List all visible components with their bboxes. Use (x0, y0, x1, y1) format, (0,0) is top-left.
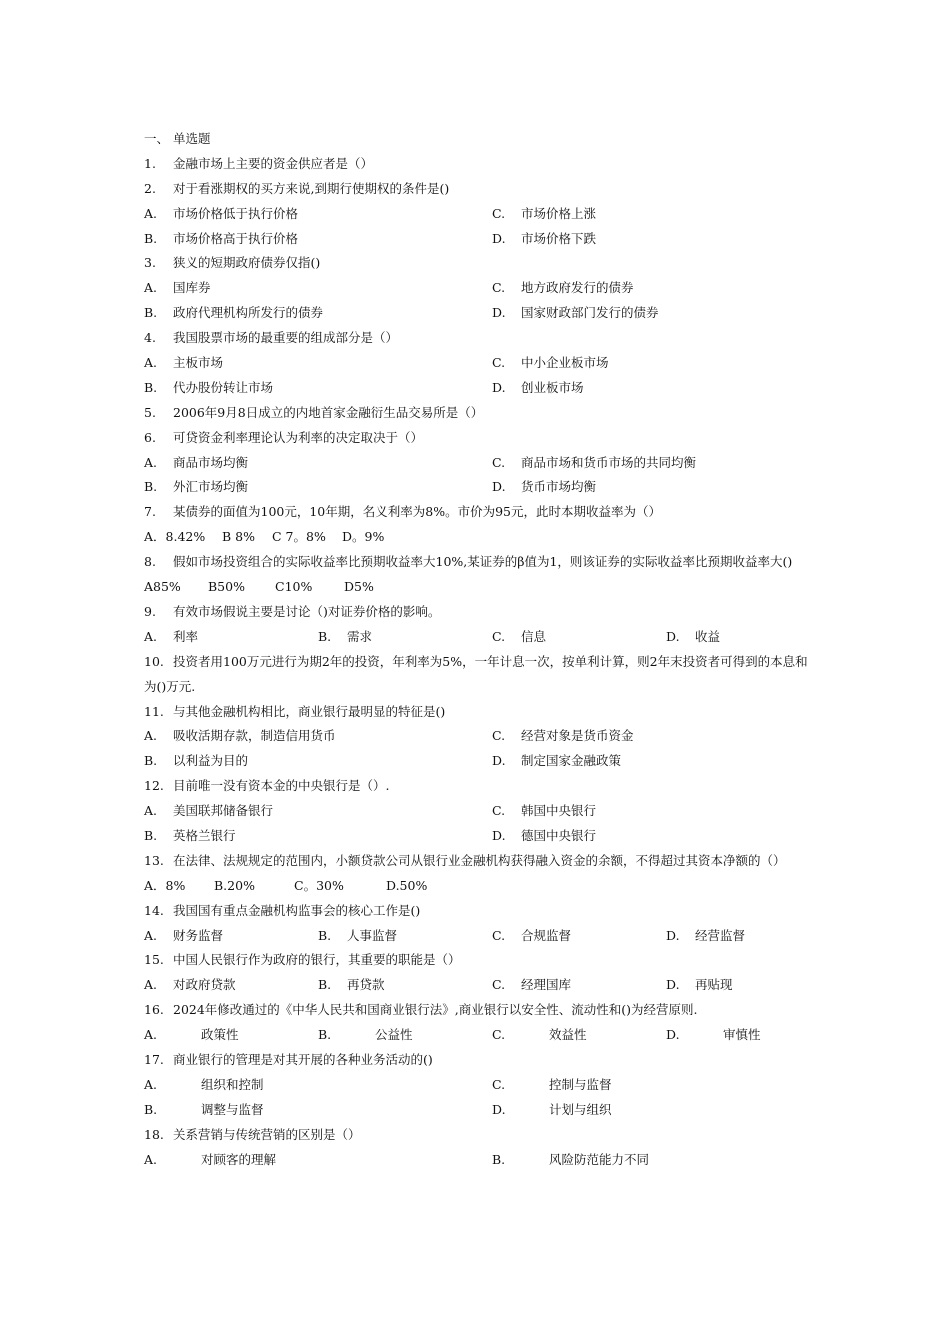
question-text: 在法律、法规规定的范围内，小额贷款公司从银行业金融机构获得融入资金的余额，不得超过其资本净额的（） (173, 852, 786, 868)
option-text: 以利益为目的 (173, 753, 249, 769)
option-letter: D. (666, 977, 680, 993)
option-text: 中小企业板市场 (521, 355, 609, 371)
option-c (492, 202, 596, 227)
section-number: 一、 (144, 131, 170, 146)
option-d: D5% (344, 579, 374, 595)
options-row (144, 276, 809, 301)
option-text: 再贴现 (695, 977, 733, 993)
option-text: 市场价格上涨 (521, 205, 597, 221)
section-title: 单选题 (173, 131, 211, 146)
option-d (666, 973, 733, 998)
option-letter: D. (492, 827, 506, 843)
question-17 (144, 1048, 809, 1073)
option-c (492, 1023, 587, 1048)
option-b (144, 749, 248, 774)
option-a (144, 724, 336, 749)
question-number: 10. (144, 653, 164, 669)
option-b: B.20% (214, 877, 255, 893)
question-text: 金融市场上主要的资金供应者是（） (173, 155, 374, 171)
option-d: D.50% (386, 877, 428, 893)
question-text: 2006年9月8日成立的内地首家金融衍生品交易所是（） (173, 404, 484, 420)
option-text: 德国中央银行 (521, 827, 597, 843)
options-row (144, 749, 809, 774)
option-letter: C. (492, 728, 506, 744)
option-letter: B. (144, 305, 158, 321)
question-8 (144, 550, 809, 575)
option-c: C。30% (294, 877, 344, 893)
option-text: 政策性 (201, 1027, 239, 1043)
option-text: 计划与组织 (549, 1101, 612, 1117)
option-text: 市场价格低于执行价格 (173, 205, 299, 221)
question-number: 7. (144, 504, 156, 520)
option-d (492, 376, 584, 401)
option-text: 地方政府发行的债券 (521, 280, 634, 296)
question-text: 与其他金融机构相比，商业银行最明显的特征是() (173, 703, 446, 719)
option-text: 商品市场均衡 (173, 454, 249, 470)
option-letter: C. (492, 628, 506, 644)
option-letter: A. (144, 205, 158, 221)
question-14 (144, 899, 809, 924)
option-text: 货币市场均衡 (521, 479, 597, 495)
option-b (318, 973, 385, 998)
option-b (318, 1023, 413, 1048)
question-13 (144, 849, 809, 874)
option-text: 对顾客的理解 (201, 1151, 277, 1167)
question-number: 17. (144, 1052, 164, 1068)
option-letter: A. (144, 1076, 158, 1092)
option-a (144, 276, 211, 301)
option-d (666, 625, 720, 650)
question-text: 某债券的面值为100元，10年期，名义利率为8%。市价为95元，此时本期收益率为（） (173, 504, 662, 520)
question-text: 假如市场投资组合的实际收益率比预期收益率大10%,某证券的β值为1，则该证券的实际收益率比预期收益率大() (173, 554, 793, 570)
option-c (492, 276, 634, 301)
option-b: B 8% (222, 529, 255, 545)
option-b (492, 1148, 649, 1173)
option-text: 经营对象是货币资金 (521, 728, 634, 744)
option-letter: B. (144, 1101, 158, 1117)
inline-options-row (144, 525, 809, 550)
options-row (144, 824, 809, 849)
option-text: 调整与监督 (201, 1101, 264, 1117)
option-text: 国库券 (173, 280, 211, 296)
option-a (144, 1073, 264, 1098)
option-letter: A. (144, 1151, 158, 1167)
option-d (492, 824, 596, 849)
question-16 (144, 998, 809, 1023)
options-row (144, 973, 809, 998)
option-a (144, 1023, 239, 1048)
option-b (144, 376, 273, 401)
option-letter: B. (492, 1151, 506, 1167)
option-letter: C. (492, 927, 506, 943)
option-text: 吸收活期存款，制造信用货币 (173, 728, 336, 744)
option-text: 韩国中央银行 (521, 803, 597, 819)
option-text: 收益 (695, 628, 721, 644)
option-text: 主板市场 (173, 355, 224, 371)
option-a (144, 625, 198, 650)
question-number: 2. (144, 180, 156, 196)
option-letter: D. (666, 628, 680, 644)
option-letter: B. (144, 753, 158, 769)
question-text: 投资者用100万元进行为期2年的投资，年利率为5%，一年计息一次，按单利计算，则2年末投资者可得到的本息和为()万元. (144, 653, 808, 694)
question-text: 我国国有重点金融机构监事会的核心工作是() (173, 902, 421, 918)
option-d (492, 749, 621, 774)
option-b (318, 924, 397, 949)
options-row (144, 376, 809, 401)
option-a (144, 451, 248, 476)
option-letter: C. (492, 1076, 506, 1092)
option-letter: A. (144, 927, 158, 943)
option-letter: B. (318, 628, 332, 644)
option-d (492, 475, 596, 500)
option-a (144, 202, 298, 227)
option-text: 信息 (521, 628, 547, 644)
option-text: 外汇市场均衡 (173, 479, 249, 495)
option-a: A85% (144, 579, 181, 595)
option-text: 对政府贷款 (173, 977, 236, 993)
option-text: 控制与监督 (549, 1076, 612, 1092)
option-b (144, 475, 248, 500)
question-text: 对于看涨期权的买方来说,到期行使期权的条件是() (173, 180, 450, 196)
options-row (144, 924, 809, 949)
option-c (492, 451, 696, 476)
question-number: 1. (144, 155, 156, 171)
option-letter: C. (492, 1027, 506, 1043)
question-text: 中国人民银行作为政府的银行，其重要的职能是（） (173, 952, 461, 968)
exam-content (144, 127, 809, 1172)
option-letter: A. (144, 454, 158, 470)
options-row (144, 301, 809, 326)
option-text: 创业板市场 (521, 379, 584, 395)
question-number: 16. (144, 1002, 164, 1018)
option-b (144, 824, 236, 849)
option-c (492, 799, 596, 824)
option-b (144, 1098, 264, 1123)
option-text: 审慎性 (723, 1027, 761, 1043)
option-letter: B. (144, 827, 158, 843)
question-number: 18. (144, 1126, 164, 1142)
question-12 (144, 774, 809, 799)
option-c (492, 625, 546, 650)
inline-options-row (144, 874, 809, 899)
option-b (144, 301, 323, 326)
question-5 (144, 401, 809, 426)
question-text: 目前唯一没有资本金的中央银行是（）. (173, 778, 390, 794)
option-text: 国家财政部门发行的债券 (521, 305, 659, 321)
question-3 (144, 251, 809, 276)
question-number: 9. (144, 603, 156, 619)
option-letter: D. (666, 927, 680, 943)
question-number: 3. (144, 255, 156, 271)
option-text: 组织和控制 (201, 1076, 264, 1092)
question-number: 5. (144, 404, 156, 420)
option-text: 英格兰银行 (173, 827, 236, 843)
option-d: D。9% (342, 529, 385, 545)
option-letter: B. (144, 479, 158, 495)
option-letter: D. (492, 379, 506, 395)
question-9 (144, 600, 809, 625)
question-number: 14. (144, 902, 164, 918)
option-text: 市场价格下跌 (521, 230, 597, 246)
options-row (144, 625, 809, 650)
options-row (144, 1148, 809, 1173)
option-b: B50% (208, 579, 245, 595)
option-letter: A. (144, 355, 158, 371)
option-a (144, 1148, 276, 1173)
option-text: 商品市场和货币市场的共同均衡 (521, 454, 697, 470)
option-letter: C. (492, 355, 506, 371)
option-b (144, 227, 298, 252)
question-number: 8. (144, 554, 156, 570)
option-letter: A. (144, 628, 158, 644)
option-text: 代办股份转让市场 (173, 379, 274, 395)
option-letter: B. (144, 230, 158, 246)
option-letter: A. (144, 280, 158, 296)
question-text: 有效市场假说主要是讨论（)对证券价格的影响。 (173, 603, 441, 619)
option-text: 公益性 (375, 1027, 413, 1043)
options-row (144, 1023, 809, 1048)
option-text: 政府代理机构所发行的债券 (173, 305, 324, 321)
option-c: C 7。8% (272, 529, 326, 545)
question-1 (144, 152, 809, 177)
options-row (144, 1098, 809, 1123)
option-c (492, 351, 609, 376)
option-d (492, 301, 659, 326)
option-a (144, 924, 223, 949)
option-c (492, 973, 571, 998)
option-letter: B. (318, 1027, 332, 1043)
option-text: 效益性 (549, 1027, 587, 1043)
option-letter: D. (492, 1101, 506, 1117)
question-text: 狭义的短期政府债券仅指() (173, 255, 321, 271)
option-letter: D. (492, 479, 506, 495)
option-text: 风险防范能力不同 (549, 1151, 650, 1167)
option-c: C10% (275, 579, 313, 595)
option-b (318, 625, 372, 650)
options-row (144, 202, 809, 227)
option-text: 需求 (347, 628, 373, 644)
question-text: 2024年修改通过的《中华人民共和国商业银行法》,商业银行以安全性、流动性和()为经营原则. (173, 1002, 698, 1018)
option-letter: A. (144, 803, 158, 819)
options-row (144, 227, 809, 252)
option-a: A．8.42% (144, 529, 206, 545)
options-row (144, 451, 809, 476)
section-heading (144, 127, 809, 152)
option-text: 制定国家金融政策 (521, 753, 622, 769)
option-text: 财务监督 (173, 927, 224, 943)
question-text: 商业银行的管理是对其开展的各种业务活动的() (173, 1052, 433, 1068)
option-letter: D. (492, 753, 506, 769)
option-letter: C. (492, 280, 506, 296)
question-15 (144, 948, 809, 973)
question-text: 关系营销与传统营销的区别是（） (173, 1126, 361, 1142)
question-number: 11. (144, 703, 164, 719)
option-text: 利率 (173, 628, 199, 644)
question-7 (144, 500, 809, 525)
inline-options-row (144, 575, 809, 600)
option-letter: C. (492, 205, 506, 221)
option-letter: D. (492, 230, 506, 246)
option-text: 经理国库 (521, 977, 572, 993)
question-text: 我国股票市场的最重要的组成部分是（） (173, 330, 399, 346)
option-d (492, 227, 596, 252)
option-text: 人事监督 (347, 927, 398, 943)
question-text: 可贷资金利率理论认为利率的决定取决于（） (173, 429, 424, 445)
options-row (144, 475, 809, 500)
question-number: 12. (144, 778, 164, 794)
option-text: 合规监督 (521, 927, 572, 943)
option-letter: B. (318, 977, 332, 993)
option-a (144, 799, 273, 824)
question-10 (144, 650, 809, 700)
question-number: 13. (144, 852, 164, 868)
question-18 (144, 1123, 809, 1148)
question-number: 4. (144, 330, 156, 346)
question-6 (144, 426, 809, 451)
options-row (144, 799, 809, 824)
option-letter: A. (144, 1027, 158, 1043)
option-d (492, 1098, 612, 1123)
option-text: 经营监督 (695, 927, 746, 943)
question-number: 6. (144, 429, 156, 445)
option-letter: D. (666, 1027, 680, 1043)
option-letter: D. (492, 305, 506, 321)
option-d (666, 924, 745, 949)
option-a (144, 973, 236, 998)
option-letter: C. (492, 454, 506, 470)
options-row (144, 724, 809, 749)
options-row (144, 1073, 809, 1098)
option-c (492, 724, 634, 749)
option-letter: B. (144, 379, 158, 395)
question-2 (144, 177, 809, 202)
options-row (144, 351, 809, 376)
option-c (492, 924, 571, 949)
option-a (144, 351, 223, 376)
question-11 (144, 700, 809, 725)
option-letter: A. (144, 728, 158, 744)
option-c (492, 1073, 612, 1098)
option-letter: B. (318, 927, 332, 943)
option-text: 再贷款 (347, 977, 385, 993)
option-a: A．8% (144, 877, 186, 893)
option-letter: A. (144, 977, 158, 993)
question-4 (144, 326, 809, 351)
option-text: 美国联邦储备银行 (173, 803, 274, 819)
question-number: 15. (144, 952, 164, 968)
option-d (666, 1023, 761, 1048)
option-letter: C. (492, 977, 506, 993)
option-text: 市场价格高于执行价格 (173, 230, 299, 246)
option-letter: C. (492, 803, 506, 819)
